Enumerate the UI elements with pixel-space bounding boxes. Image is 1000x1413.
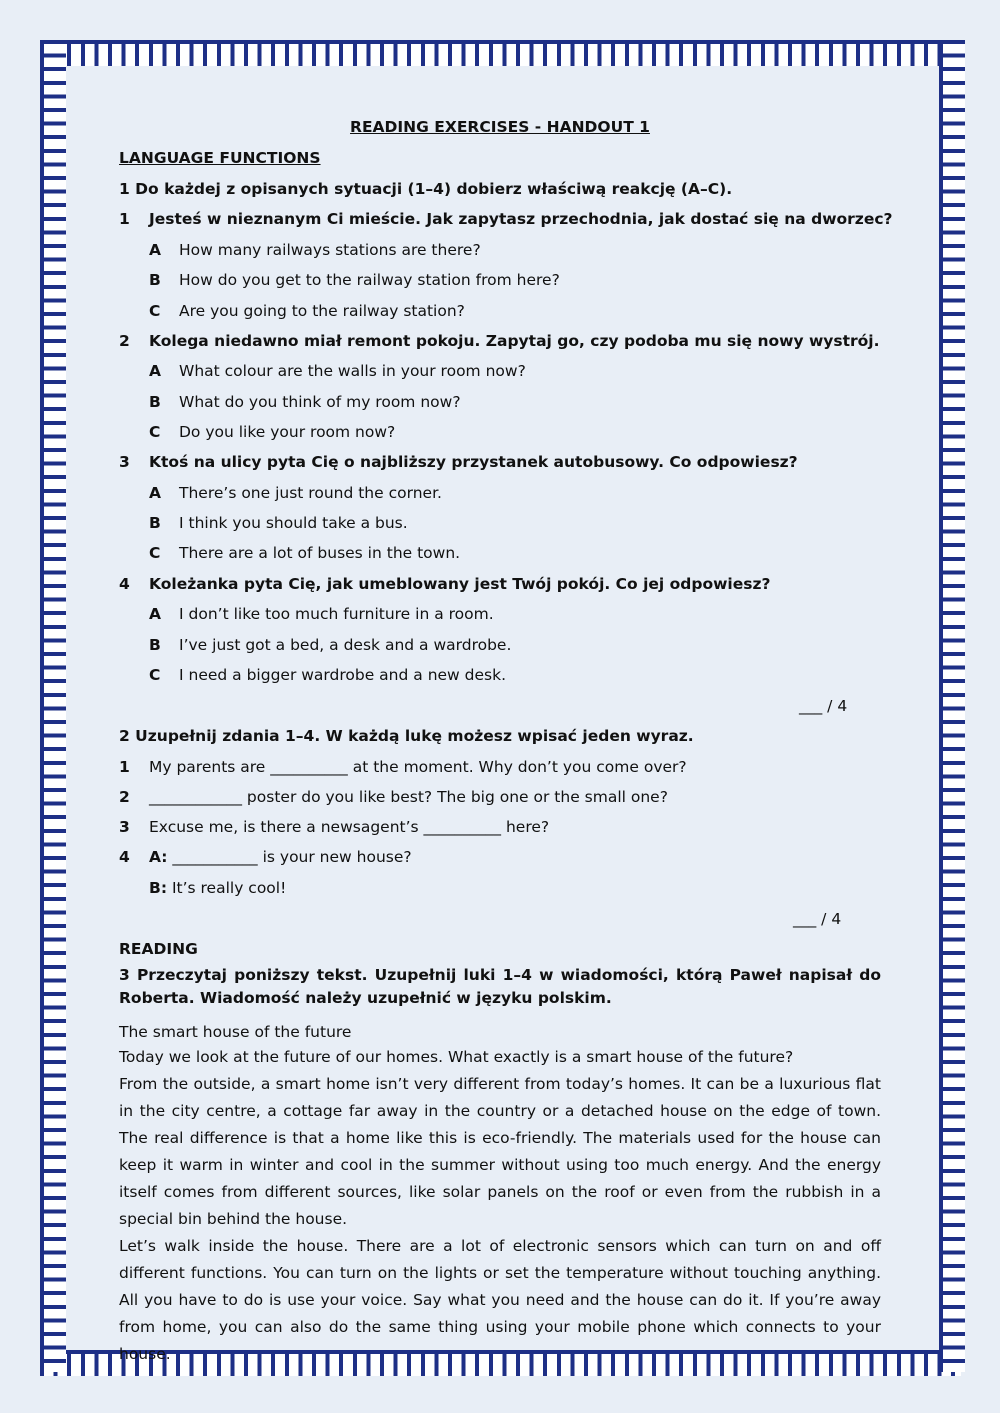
exercise-2-instruction: 2 Uzupełnij zdania 1–4. W każdą lukę możesz wpisać jeden wyraz. xyxy=(119,727,694,745)
option-letter: C xyxy=(149,302,161,320)
option-text[interactable]: There are a lot of buses in the town. xyxy=(179,544,461,562)
option-text[interactable]: How do you get to the railway station from here? xyxy=(179,271,560,289)
reading-paragraph-2: From the outside, a smart home isn’t very different from today’s homes. It can be a luxurious flat in the city centre, a cottage far away in the country or a detached house on the edge of town. The real difference is that a home like this is eco-friendly. The materials used for the house can keep it warm in winter and cool in the summer without using too much energy. And the energy itself comes from different sources, like solar panels on the roof or even from the rubbish in a special bin behind the house. xyxy=(119,1075,881,1228)
speaker-label: B: xyxy=(149,879,168,897)
item-number: 1 xyxy=(119,758,130,776)
gap-sentence[interactable]: My parents are __________ at the moment. Why don’t you come over? xyxy=(149,758,687,776)
section-heading-reading: READING xyxy=(119,940,198,958)
option-letter: B xyxy=(149,636,161,654)
option-letter: C xyxy=(149,423,161,441)
item-number: 3 xyxy=(119,818,130,836)
option-letter: B xyxy=(149,393,161,411)
exercise-1-instruction: 1 Do każdej z opisanych sytuacji (1–4) dobierz właściwą reakcję (A–C). xyxy=(119,180,733,198)
option-text[interactable]: I don’t like too much furniture in a room. xyxy=(179,605,494,623)
speaker-label: A: xyxy=(149,848,168,866)
question-text: Koleżanka pyta Cię, jak umeblowany jest Twój pokój. Co jej odpowiesz? xyxy=(149,575,771,593)
option-text[interactable]: What colour are the walls in your room now? xyxy=(179,362,526,380)
option-text[interactable]: I’ve just got a bed, a desk and a wardrobe. xyxy=(179,636,512,654)
question-text: Kolega niedawno miał remont pokoju. Zapytaj go, czy podoba mu się nowy wystrój. xyxy=(149,332,880,350)
question-text: Ktoś na ulicy pyta Cię o najbliższy przystanek autobusowy. Co odpowiesz? xyxy=(149,453,798,471)
question-number: 3 xyxy=(119,453,130,471)
section-heading-language-functions: LANGUAGE FUNCTIONS xyxy=(119,149,321,167)
option-letter: B xyxy=(149,271,161,289)
decorative-border-top xyxy=(40,40,961,66)
option-text[interactable]: Are you going to the railway station? xyxy=(179,302,465,320)
option-text[interactable]: Do you like your room now? xyxy=(179,423,396,441)
option-text[interactable]: How many railways stations are there? xyxy=(179,241,481,259)
question-number: 1 xyxy=(119,210,130,228)
option-text[interactable]: I think you should take a bus. xyxy=(179,514,408,532)
gap-sentence[interactable]: ____________ poster do you like best? The big one or the small one? xyxy=(149,788,668,806)
decorative-border-left xyxy=(40,40,66,1372)
question-number: 2 xyxy=(119,332,130,350)
option-letter: A xyxy=(149,605,161,623)
option-text[interactable]: I need a bigger wardrobe and a new desk. xyxy=(179,666,507,684)
reply-text: It’s really cool! xyxy=(167,879,287,897)
option-letter: A xyxy=(149,484,161,502)
gap-sentence: ___________ is your new house? xyxy=(167,848,412,866)
option-letter: C xyxy=(149,544,161,562)
gap-sentence-line[interactable] xyxy=(149,848,412,866)
worksheet-page xyxy=(66,66,935,1363)
reading-paragraph-3: Let’s walk inside the house. There are a lot of electronic sensors which can turn on and off different functions. You can turn on the lights or set the temperature without touching anything. All you have to do is use your voice. Say what you need and the house can do it. If you’re away from home, you can also do the same thing using your mobile phone which connects to your house. xyxy=(119,1237,881,1363)
decorative-border-right xyxy=(939,40,965,1372)
reply-line xyxy=(149,879,286,897)
item-number: 4 xyxy=(119,848,130,866)
reading-paragraph-1: Today we look at the future of our homes. What exactly is a smart house of the future? xyxy=(119,1048,794,1066)
item-number: 2 xyxy=(119,788,130,806)
option-letter: A xyxy=(149,362,161,380)
option-text[interactable]: There’s one just round the corner. xyxy=(179,484,442,502)
score-exercise-1: ___ / 4 xyxy=(799,697,848,715)
option-letter: C xyxy=(149,666,161,684)
exercise-3-instruction: 3 Przeczytaj poniższy tekst. Uzupełnij luki 1–4 w wiadomości, którą Paweł napisał do Roberta. Wiadomość należy uzupełnić w języku polskim. xyxy=(119,966,881,1007)
reading-text-title: The smart house of the future xyxy=(119,1023,352,1041)
option-letter: B xyxy=(149,514,161,532)
question-text: Jesteś w nieznanym Ci mieście. Jak zapytasz przechodnia, jak dostać się na dworzec? xyxy=(149,210,893,228)
score-exercise-2: ___ / 4 xyxy=(793,910,842,928)
option-text[interactable]: What do you think of my room now? xyxy=(179,393,461,411)
option-letter: A xyxy=(149,241,161,259)
page-title: READING EXERCISES - HANDOUT 1 xyxy=(350,118,650,136)
question-number: 4 xyxy=(119,575,130,593)
gap-sentence[interactable]: Excuse me, is there a newsagent’s __________ here? xyxy=(149,818,550,836)
